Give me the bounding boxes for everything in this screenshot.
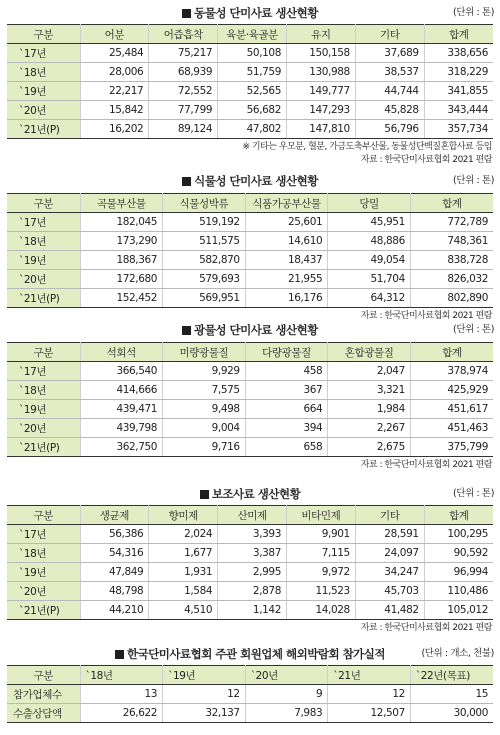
table-cell: 150,158 bbox=[286, 44, 355, 63]
table-cell: 13 bbox=[80, 685, 163, 704]
table-cell: 30,000 bbox=[410, 704, 493, 723]
table-cell: 48,886 bbox=[328, 232, 411, 251]
table-cell: 439,471 bbox=[80, 400, 163, 419]
table-cell: 357,734 bbox=[424, 120, 493, 139]
table-cell: 44,744 bbox=[355, 82, 424, 101]
table-cell: 343,444 bbox=[424, 101, 493, 120]
table-cell: 458 bbox=[245, 362, 328, 381]
column-header: 산미제 bbox=[218, 506, 287, 525]
table-cell: 89,124 bbox=[149, 120, 218, 139]
table-cell: 2,675 bbox=[328, 438, 411, 457]
unit-label: (단위 : 톤) bbox=[453, 324, 494, 335]
source-note: 자료 : 한국단미사료협회 2021 편람 bbox=[360, 460, 492, 470]
table-row bbox=[7, 704, 493, 723]
column-header: 기타 bbox=[355, 25, 424, 44]
table-cell: 56,682 bbox=[218, 101, 287, 120]
table-cell: 90,592 bbox=[424, 544, 493, 563]
data-table bbox=[7, 505, 493, 620]
table-cell: 658 bbox=[245, 438, 328, 457]
column-header: 유지 bbox=[286, 25, 355, 44]
table-cell: 7,115 bbox=[286, 544, 355, 563]
table-cell: 511,575 bbox=[163, 232, 246, 251]
data-table bbox=[7, 193, 493, 308]
table-cell: 451,463 bbox=[410, 419, 493, 438]
table-cell: 7,983 bbox=[245, 704, 328, 723]
table-cell: 772,789 bbox=[410, 213, 493, 232]
table-cell: 1,677 bbox=[149, 544, 218, 563]
table-row bbox=[7, 400, 493, 419]
table-row bbox=[7, 362, 493, 381]
column-header: 육분·육골분 bbox=[218, 25, 287, 44]
data-table bbox=[7, 342, 493, 457]
table-cell: 28,591 bbox=[355, 525, 424, 544]
table-cell: 802,890 bbox=[410, 289, 493, 308]
table-cell: 3,387 bbox=[218, 544, 287, 563]
table-row bbox=[7, 270, 493, 289]
table-cell: 172,680 bbox=[80, 270, 163, 289]
table-cell: 3,393 bbox=[218, 525, 287, 544]
table-row bbox=[7, 685, 493, 704]
table-cell: 44,210 bbox=[80, 601, 149, 620]
table-cell: 182,045 bbox=[80, 213, 163, 232]
table-row bbox=[7, 563, 493, 582]
row-label: `21년(P) bbox=[7, 289, 80, 308]
table-row bbox=[7, 101, 493, 120]
column-header: `21년 bbox=[328, 666, 411, 685]
table-cell: 4,510 bbox=[149, 601, 218, 620]
table-cell: 451,617 bbox=[410, 400, 493, 419]
table-cell: 579,693 bbox=[163, 270, 246, 289]
column-header: 합계 bbox=[410, 194, 493, 213]
table-cell: 394 bbox=[245, 419, 328, 438]
column-header: 향미제 bbox=[149, 506, 218, 525]
table-cell: 68,939 bbox=[149, 63, 218, 82]
table-cell: 147,810 bbox=[286, 120, 355, 139]
table-cell: 2,047 bbox=[328, 362, 411, 381]
table-cell: 51,704 bbox=[328, 270, 411, 289]
table-cell: 24,097 bbox=[355, 544, 424, 563]
table-cell: 149,777 bbox=[286, 82, 355, 101]
table-cell: 1,584 bbox=[149, 582, 218, 601]
column-header: 합계 bbox=[410, 343, 493, 362]
row-label: `17년 bbox=[7, 44, 80, 63]
table-cell: 2,267 bbox=[328, 419, 411, 438]
table-cell: 425,929 bbox=[410, 381, 493, 400]
column-header: `22년(목표) bbox=[410, 666, 493, 685]
header-row bbox=[7, 194, 493, 213]
table-row bbox=[7, 289, 493, 308]
column-header: 어즙흡착 bbox=[149, 25, 218, 44]
table-cell: 41,482 bbox=[355, 601, 424, 620]
table-row bbox=[7, 601, 493, 620]
row-label: `18년 bbox=[7, 63, 80, 82]
row-label: `19년 bbox=[7, 251, 80, 270]
table-cell: 318,229 bbox=[424, 63, 493, 82]
table-row bbox=[7, 438, 493, 457]
column-header: 식물성박류 bbox=[163, 194, 246, 213]
row-label: `20년 bbox=[7, 582, 80, 601]
source-note: 자료 : 한국단미사료협회 2021 편람 bbox=[360, 623, 492, 633]
table-cell: 748,361 bbox=[410, 232, 493, 251]
data-table bbox=[7, 24, 493, 139]
table-row bbox=[7, 525, 493, 544]
table-cell: 56,386 bbox=[80, 525, 149, 544]
table-cell: 9,901 bbox=[286, 525, 355, 544]
table-cell: 9 bbox=[245, 685, 328, 704]
table-cell: 51,759 bbox=[218, 63, 287, 82]
table-cell: 152,452 bbox=[80, 289, 163, 308]
table-title: 한국단미사료협회 주관 회원업체 해외박람회 참가실적 bbox=[0, 645, 500, 663]
row-label: `17년 bbox=[7, 362, 80, 381]
table-cell: 50,108 bbox=[218, 44, 287, 63]
row-label: 참가업체수 bbox=[7, 685, 80, 704]
table-cell: 25,601 bbox=[245, 213, 328, 232]
table-cell: 362,750 bbox=[80, 438, 163, 457]
table-cell: 49,054 bbox=[328, 251, 411, 270]
column-header: 구분 bbox=[7, 194, 80, 213]
unit-label: (단위 : 톤) bbox=[453, 7, 494, 18]
table-cell: 15 bbox=[410, 685, 493, 704]
table-cell: 569,951 bbox=[163, 289, 246, 308]
table-cell: 28,006 bbox=[80, 63, 149, 82]
column-header: 구분 bbox=[7, 506, 80, 525]
table-cell: 341,855 bbox=[424, 82, 493, 101]
header-row bbox=[7, 25, 493, 44]
unit-label: (단위 : 톤) bbox=[453, 175, 494, 186]
table-cell: 7,575 bbox=[163, 381, 246, 400]
table-cell: 12 bbox=[163, 685, 246, 704]
table-cell: 16,176 bbox=[245, 289, 328, 308]
table-cell: 9,929 bbox=[163, 362, 246, 381]
table-row bbox=[7, 381, 493, 400]
table-cell: 147,293 bbox=[286, 101, 355, 120]
column-header: 곡물부산물 bbox=[80, 194, 163, 213]
table-cell: 22,217 bbox=[80, 82, 149, 101]
data-table bbox=[7, 665, 493, 723]
row-label: `20년 bbox=[7, 101, 80, 120]
table-cell: 367 bbox=[245, 381, 328, 400]
table-cell: 21,955 bbox=[245, 270, 328, 289]
column-header: `20년 bbox=[245, 666, 328, 685]
row-label: `20년 bbox=[7, 270, 80, 289]
header-row bbox=[7, 666, 493, 685]
table-cell: 439,798 bbox=[80, 419, 163, 438]
table-cell: 45,703 bbox=[355, 582, 424, 601]
table-cell: 110,486 bbox=[424, 582, 493, 601]
row-label: `20년 bbox=[7, 419, 80, 438]
table-cell: 9,498 bbox=[163, 400, 246, 419]
table-cell: 47,802 bbox=[218, 120, 287, 139]
table-section-expo bbox=[0, 645, 500, 723]
table-cell: 130,988 bbox=[286, 63, 355, 82]
table-cell: 2,995 bbox=[218, 563, 287, 582]
row-label: 수출상담액 bbox=[7, 704, 80, 723]
header-row bbox=[7, 506, 493, 525]
table-cell: 54,316 bbox=[80, 544, 149, 563]
column-header: 구분 bbox=[7, 666, 80, 685]
table-cell: 9,004 bbox=[163, 419, 246, 438]
table-row bbox=[7, 544, 493, 563]
table-cell: 838,728 bbox=[410, 251, 493, 270]
table-cell: 14,610 bbox=[245, 232, 328, 251]
header-row bbox=[7, 343, 493, 362]
table-cell: 188,367 bbox=[80, 251, 163, 270]
table-cell: 366,540 bbox=[80, 362, 163, 381]
footnote: ※ 기타는 우모분, 혈분, 가금도축부산물, 동물성단백질혼합사료 등임 bbox=[242, 142, 492, 152]
table-cell: 38,537 bbox=[355, 63, 424, 82]
table-cell: 64,312 bbox=[328, 289, 411, 308]
row-label: `19년 bbox=[7, 82, 80, 101]
row-label: `18년 bbox=[7, 232, 80, 251]
column-header: 석회석 bbox=[80, 343, 163, 362]
table-cell: 26,622 bbox=[80, 704, 163, 723]
table-cell: 378,974 bbox=[410, 362, 493, 381]
table-title: 보조사료 생산현황 bbox=[0, 485, 500, 503]
table-cell: 1,984 bbox=[328, 400, 411, 419]
row-label: `21년(P) bbox=[7, 438, 80, 457]
row-label: `17년 bbox=[7, 213, 80, 232]
table-title: 광물성 단미사료 생산현황 bbox=[0, 321, 500, 339]
table-cell: 826,032 bbox=[410, 270, 493, 289]
row-label: `17년 bbox=[7, 525, 80, 544]
table-row bbox=[7, 582, 493, 601]
table-section-animal bbox=[0, 4, 500, 167]
table-cell: 15,842 bbox=[80, 101, 149, 120]
column-header: 당밀 bbox=[328, 194, 411, 213]
table-cell: 2,878 bbox=[218, 582, 287, 601]
row-label: `21년(P) bbox=[7, 120, 80, 139]
square-bullet-icon bbox=[115, 650, 124, 659]
table-cell: 375,799 bbox=[410, 438, 493, 457]
row-label: `18년 bbox=[7, 544, 80, 563]
table-cell: 52,565 bbox=[218, 82, 287, 101]
table-cell: 12,507 bbox=[328, 704, 411, 723]
table-row bbox=[7, 419, 493, 438]
column-header: 생균제 bbox=[80, 506, 149, 525]
table-row bbox=[7, 82, 493, 101]
table-cell: 47,849 bbox=[80, 563, 149, 582]
table-cell: 1,931 bbox=[149, 563, 218, 582]
table-cell: 18,437 bbox=[245, 251, 328, 270]
square-bullet-icon bbox=[200, 490, 209, 499]
column-header: 비타민제 bbox=[286, 506, 355, 525]
column-header: 혼합광물질 bbox=[328, 343, 411, 362]
table-cell: 37,689 bbox=[355, 44, 424, 63]
table-cell: 1,142 bbox=[218, 601, 287, 620]
column-header: 기타 bbox=[355, 506, 424, 525]
table-cell: 25,484 bbox=[80, 44, 149, 63]
table-cell: 45,828 bbox=[355, 101, 424, 120]
table-title: 식물성 단미사료 생산현황 bbox=[0, 172, 500, 190]
table-cell: 45,951 bbox=[328, 213, 411, 232]
row-label: `19년 bbox=[7, 563, 80, 582]
table-section-supplementary bbox=[0, 485, 500, 635]
square-bullet-icon bbox=[182, 9, 191, 18]
square-bullet-icon bbox=[182, 177, 191, 186]
table-cell: 2,024 bbox=[149, 525, 218, 544]
table-row bbox=[7, 44, 493, 63]
row-label: `21년(P) bbox=[7, 601, 80, 620]
table-title: 동물성 단미사료 생산현황 bbox=[0, 4, 500, 22]
table-row bbox=[7, 63, 493, 82]
table-row bbox=[7, 232, 493, 251]
table-cell: 14,028 bbox=[286, 601, 355, 620]
column-header: `19년 bbox=[163, 666, 246, 685]
table-cell: 77,799 bbox=[149, 101, 218, 120]
table-cell: 3,321 bbox=[328, 381, 411, 400]
table-cell: 338,656 bbox=[424, 44, 493, 63]
column-header: 구분 bbox=[7, 343, 80, 362]
table-cell: 9,716 bbox=[163, 438, 246, 457]
source-note: 자료 : 한국단미사료협회 2021 편람 bbox=[360, 155, 492, 165]
table-cell: 105,012 bbox=[424, 601, 493, 620]
table-cell: 11,523 bbox=[286, 582, 355, 601]
unit-label: (단위 : 톤) bbox=[453, 488, 494, 499]
table-cell: 96,994 bbox=[424, 563, 493, 582]
column-header: 미량광물질 bbox=[163, 343, 246, 362]
table-row bbox=[7, 120, 493, 139]
source-note: 자료 : 한국단미사료협회 2021 편람 bbox=[360, 311, 492, 321]
column-header: 합계 bbox=[424, 25, 493, 44]
table-section-plant bbox=[0, 172, 500, 323]
table-section-mineral bbox=[0, 321, 500, 472]
table-cell: 173,290 bbox=[80, 232, 163, 251]
row-label: `18년 bbox=[7, 381, 80, 400]
column-header: 식품가공부산물 bbox=[245, 194, 328, 213]
table-cell: 75,217 bbox=[149, 44, 218, 63]
table-cell: 16,202 bbox=[80, 120, 149, 139]
column-header: 어분 bbox=[80, 25, 149, 44]
column-header: 합계 bbox=[424, 506, 493, 525]
unit-label: (단위 : 개소, 천불) bbox=[421, 648, 494, 659]
square-bullet-icon bbox=[182, 326, 191, 335]
table-cell: 34,247 bbox=[355, 563, 424, 582]
table-row bbox=[7, 213, 493, 232]
table-cell: 72,552 bbox=[149, 82, 218, 101]
table-cell: 12 bbox=[328, 685, 411, 704]
column-header: 다량광물질 bbox=[245, 343, 328, 362]
table-cell: 582,870 bbox=[163, 251, 246, 270]
row-label: `19년 bbox=[7, 400, 80, 419]
table-row bbox=[7, 251, 493, 270]
table-cell: 32,137 bbox=[163, 704, 246, 723]
column-header: 구분 bbox=[7, 25, 80, 44]
table-cell: 100,295 bbox=[424, 525, 493, 544]
column-header: `18년 bbox=[80, 666, 163, 685]
table-cell: 414,666 bbox=[80, 381, 163, 400]
table-cell: 56,796 bbox=[355, 120, 424, 139]
table-cell: 519,192 bbox=[163, 213, 246, 232]
table-cell: 664 bbox=[245, 400, 328, 419]
table-cell: 48,798 bbox=[80, 582, 149, 601]
table-cell: 9,972 bbox=[286, 563, 355, 582]
